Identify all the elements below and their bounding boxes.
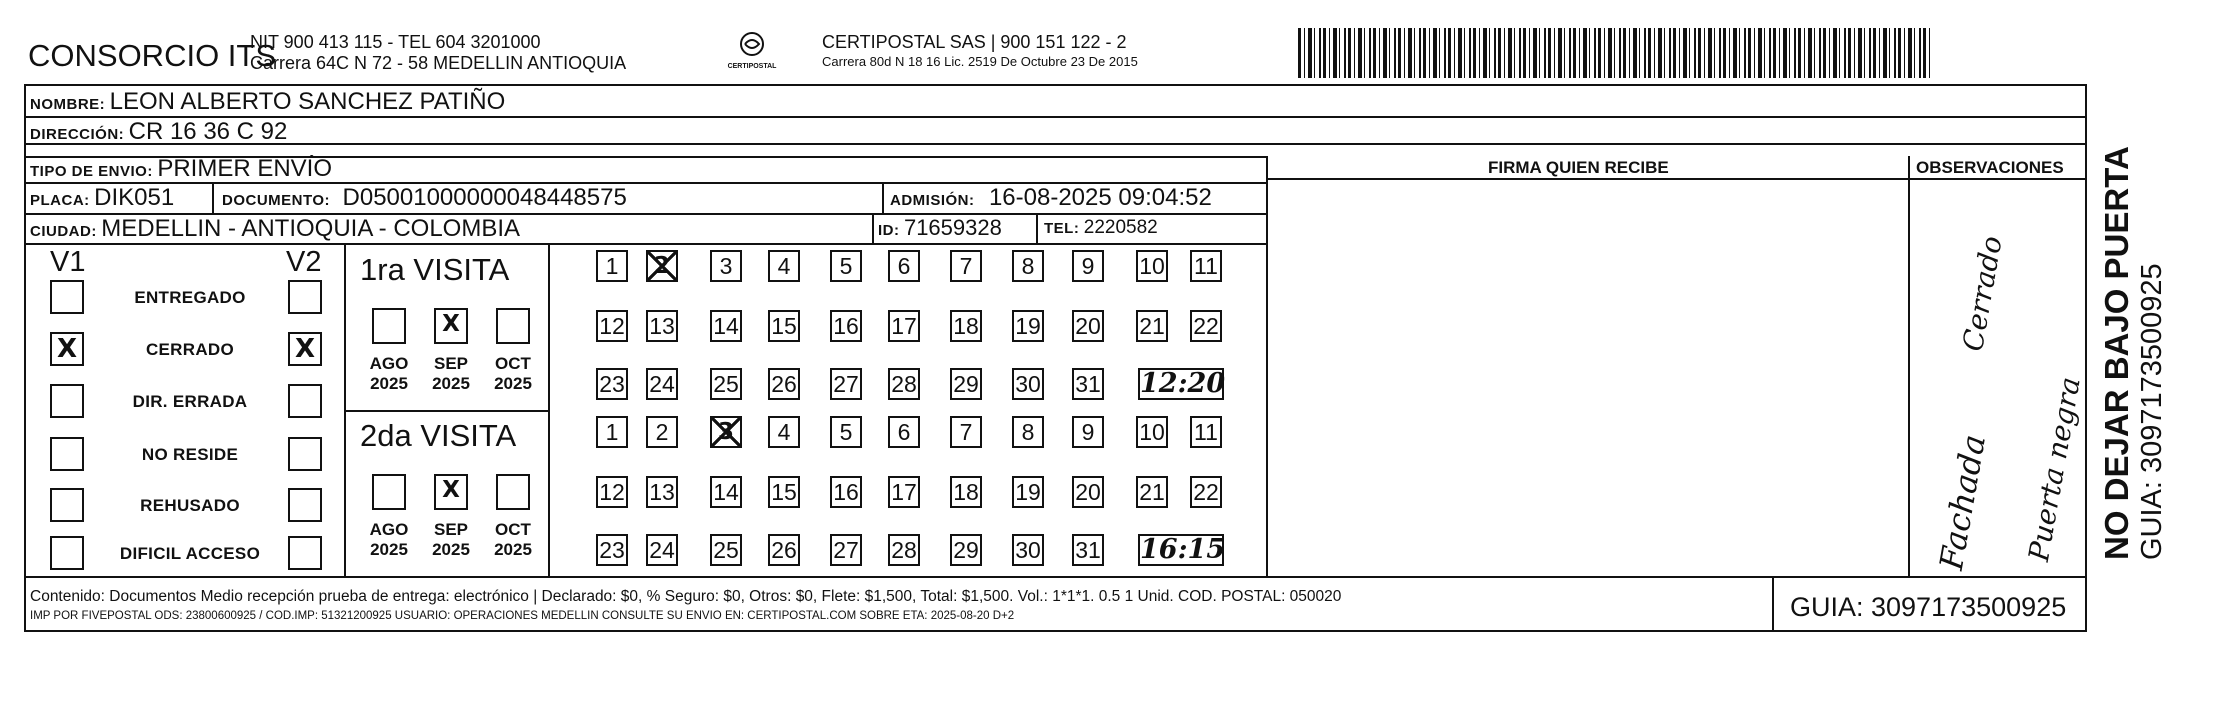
day-box[interactable]: 19 xyxy=(1012,476,1044,508)
tel-row xyxy=(1044,217,1158,239)
day-box[interactable]: 28 xyxy=(888,368,920,400)
documento-row xyxy=(222,184,627,212)
day-box[interactable]: 8 xyxy=(1012,250,1044,282)
direccion-value: CR 16 36 C 92 xyxy=(128,118,288,145)
day-box[interactable]: 12 xyxy=(596,310,628,342)
day-box[interactable]: 3 xyxy=(710,250,742,282)
nombre-label: NOMBRE: xyxy=(30,96,106,113)
company-name: CONSORCIO ITS xyxy=(28,38,277,73)
tel-value: 2220582 xyxy=(1083,217,1158,238)
v1-checkbox[interactable] xyxy=(50,488,84,522)
month-checkbox[interactable]: X xyxy=(434,474,468,510)
side-guia: GUIA: 3097173500925 xyxy=(2136,263,2168,560)
placa-row xyxy=(30,184,174,212)
month-checkbox[interactable] xyxy=(496,474,530,510)
day-box[interactable]: 16 xyxy=(830,476,862,508)
day-box[interactable]: 22 xyxy=(1190,310,1222,342)
day-box[interactable]: 27 xyxy=(830,534,862,566)
tipo-envio-row xyxy=(30,155,332,183)
day-box[interactable]: 18 xyxy=(950,310,982,342)
month-label xyxy=(424,520,478,560)
day-box[interactable]: 27 xyxy=(830,368,862,400)
v2-label: V2 xyxy=(286,246,322,278)
day-box[interactable]: 14 xyxy=(710,310,742,342)
month-name: SEP xyxy=(433,520,469,539)
month-name: OCT xyxy=(495,354,531,373)
month-year: 2025 xyxy=(432,540,470,559)
day-box[interactable]: 31 xyxy=(1072,534,1104,566)
day-box[interactable]: 21 xyxy=(1136,476,1168,508)
day-box[interactable]: 31 xyxy=(1072,368,1104,400)
day-box[interactable]: 13 xyxy=(646,310,678,342)
day-box[interactable]: 18 xyxy=(950,476,982,508)
day-box[interactable]: 7 xyxy=(950,250,982,282)
day-box[interactable]: 5 xyxy=(830,416,862,448)
status-label: CERRADO xyxy=(145,340,235,359)
day-box[interactable]: 17 xyxy=(888,310,920,342)
visit2-title: 2da VISITA xyxy=(360,418,517,453)
observaciones-label: OBSERVACIONES xyxy=(1916,158,2064,177)
v1-checkbox[interactable] xyxy=(50,384,84,418)
documento-label: DOCUMENTO: xyxy=(222,192,331,209)
logo-text: CERTIPOSTAL xyxy=(727,63,777,70)
company-address-line: Carrera 64C N 72 - 58 MEDELLIN ANTIOQUIA xyxy=(250,53,627,73)
day-box[interactable]: 11 xyxy=(1190,250,1222,282)
company-nit-line: NIT 900 413 115 - TEL 604 3201000 xyxy=(250,32,541,52)
main-table xyxy=(24,84,2087,632)
visit1-title: 1ra VISITA xyxy=(360,252,510,287)
guia-number: GUIA: 3097173500925 xyxy=(1790,592,2067,622)
day-box[interactable]: 26 xyxy=(768,534,800,566)
day-box[interactable]: 22 xyxy=(1190,476,1222,508)
month-name: SEP xyxy=(433,354,469,373)
month-label xyxy=(362,354,416,394)
day-box[interactable]: 10 xyxy=(1136,416,1168,448)
status-label: REHUSADO xyxy=(140,496,240,515)
v1-checkbox[interactable] xyxy=(50,536,84,570)
day-box[interactable]: 16 xyxy=(830,310,862,342)
v2-checkbox[interactable] xyxy=(288,437,322,471)
month-label xyxy=(486,520,540,560)
day-box[interactable]: 15 xyxy=(768,310,800,342)
day-box[interactable]: 9 xyxy=(1072,416,1104,448)
ciudad-label: CIUDAD: xyxy=(30,223,97,240)
day-box[interactable]: 30 xyxy=(1012,368,1044,400)
day-box[interactable]: 13 xyxy=(646,476,678,508)
v1-label: V1 xyxy=(50,246,86,278)
month-checkbox[interactable] xyxy=(372,308,406,344)
observaciones-handwriting xyxy=(1912,233,2087,573)
placa-value: DIK051 xyxy=(94,184,175,211)
v2-checkbox[interactable] xyxy=(288,280,322,314)
side-warning: NO DEJAR BAJO PUERTA xyxy=(2098,146,2135,560)
v2-checkbox[interactable] xyxy=(288,384,322,418)
firma-label: FIRMA QUIEN RECIBE xyxy=(1488,158,1669,177)
month-label xyxy=(424,354,478,394)
day-box[interactable]: 3 xyxy=(710,416,742,448)
nombre-row xyxy=(30,88,505,116)
ciudad-value: MEDELLIN - ANTIOQUIA - COLOMBIA xyxy=(101,215,521,242)
day-box[interactable]: 8 xyxy=(1012,416,1044,448)
visit-time: 12:20 xyxy=(1140,368,1226,399)
barcode xyxy=(1298,28,1930,78)
status-label: NO RESIDE xyxy=(141,445,239,464)
day-box[interactable]: 2 xyxy=(646,250,678,282)
ciudad-row xyxy=(30,215,520,243)
v1-checkbox[interactable]: X xyxy=(50,332,84,366)
side-text xyxy=(2098,146,2168,560)
day-box[interactable]: 26 xyxy=(768,368,800,400)
documento-value: D05001000000048448575 xyxy=(342,184,627,211)
admision-label: ADMISIÓN: xyxy=(890,192,975,209)
day-box[interactable]: 20 xyxy=(1072,476,1104,508)
day-box[interactable]: 23 xyxy=(596,368,628,400)
tipo-envio-value: PRIMER ENVÍO xyxy=(157,155,333,182)
tel-label: TEL: xyxy=(1044,220,1080,237)
day-box[interactable]: 29 xyxy=(950,368,982,400)
day-box[interactable]: 19 xyxy=(1012,310,1044,342)
company-info xyxy=(250,32,626,74)
id-label: ID: xyxy=(878,222,900,239)
month-checkbox[interactable] xyxy=(372,474,406,510)
certipostal-nit-line: CERTIPOSTAL SAS | 900 151 122 - 2 xyxy=(822,32,1127,52)
month-year: 2025 xyxy=(432,374,470,393)
day-box[interactable]: 23 xyxy=(596,534,628,566)
admision-row xyxy=(890,184,1212,212)
day-box[interactable]: 17 xyxy=(888,476,920,508)
day-box[interactable]: 7 xyxy=(950,416,982,448)
id-row xyxy=(878,215,1002,241)
day-box[interactable]: 9 xyxy=(1072,250,1104,282)
v2-checkbox[interactable] xyxy=(288,536,322,570)
v1-checkbox[interactable] xyxy=(50,437,84,471)
day-box[interactable]: 2 xyxy=(646,416,678,448)
day-box[interactable]: 4 xyxy=(768,416,800,448)
visit-time: 16:15 xyxy=(1140,534,1226,565)
footer-print-line: IMP POR FIVEPOSTAL ODS: 23800600925 / COD.IMP: 51321200925 USUARIO: OPERACIONES MEDELLIN CONSULTE SU ENVIO EN: CERTIPOSTAL.COM SOBRE ETA: 2025-08-20 D+2 xyxy=(30,610,1015,622)
month-year: 2025 xyxy=(370,540,408,559)
direccion-row xyxy=(30,118,287,146)
handwritten-note: Fachada xyxy=(1932,431,1994,573)
day-box[interactable]: 10 xyxy=(1136,250,1168,282)
day-box[interactable]: 25 xyxy=(710,368,742,400)
day-box[interactable]: 5 xyxy=(830,250,862,282)
day-box[interactable]: 24 xyxy=(646,368,678,400)
v2-checkbox[interactable] xyxy=(288,488,322,522)
month-name: AGO xyxy=(369,520,409,539)
day-box[interactable]: 21 xyxy=(1136,310,1168,342)
status-label: ENTREGADO xyxy=(134,288,246,307)
certipostal-logo xyxy=(724,30,780,70)
month-year: 2025 xyxy=(494,374,532,393)
day-box[interactable]: 12 xyxy=(596,476,628,508)
day-box[interactable]: 30 xyxy=(1012,534,1044,566)
tipo-envio-label: TIPO DE ENVIO: xyxy=(30,163,153,180)
month-label xyxy=(362,520,416,560)
certipostal-info xyxy=(822,32,1138,71)
month-checkbox[interactable]: X xyxy=(434,308,468,344)
admision-value: 16-08-2025 09:04:52 xyxy=(988,184,1212,211)
v2-checkbox[interactable]: X xyxy=(288,332,322,366)
handwritten-note: Puerta negra xyxy=(2022,374,2087,564)
month-year: 2025 xyxy=(494,540,532,559)
footer-content-line: Contenido: Documentos Medio recepción prueba de entrega: electrónico | Declarado: $0, % Seguro: $0, Otros: $0, Flete: $1,500, Total: $1,500. Vol.: 1*1*1. 0.5 1 Unid. COD. POSTAL: 050020 xyxy=(30,588,1342,605)
day-box[interactable]: 24 xyxy=(646,534,678,566)
v1-checkbox[interactable] xyxy=(50,280,84,314)
day-box[interactable]: 11 xyxy=(1190,416,1222,448)
placa-label: PLACA: xyxy=(30,192,90,209)
day-box[interactable]: 6 xyxy=(888,416,920,448)
day-box[interactable]: 15 xyxy=(768,476,800,508)
certipostal-license-line: Carrera 80d N 18 16 Lic. 2519 De Octubre 23 De 2015 xyxy=(822,54,1138,69)
day-box[interactable]: 1 xyxy=(596,416,628,448)
handwritten-note: Cerrado xyxy=(1956,233,2009,354)
month-name: AGO xyxy=(369,354,409,373)
month-label xyxy=(486,354,540,394)
day-box[interactable]: 4 xyxy=(768,250,800,282)
day-box[interactable]: 1 xyxy=(596,250,628,282)
month-checkbox[interactable] xyxy=(496,308,530,344)
day-box[interactable]: 20 xyxy=(1072,310,1104,342)
logo-icon xyxy=(737,30,767,58)
day-box[interactable]: 6 xyxy=(888,250,920,282)
direccion-label: DIRECCIÓN: xyxy=(30,126,125,143)
status-label: DIR. ERRADA xyxy=(132,392,248,411)
day-box[interactable]: 25 xyxy=(710,534,742,566)
month-name: OCT xyxy=(495,520,531,539)
month-year: 2025 xyxy=(370,374,408,393)
day-box[interactable]: 14 xyxy=(710,476,742,508)
id-value: 71659328 xyxy=(903,215,1002,240)
nombre-value: LEON ALBERTO SANCHEZ PATIÑO xyxy=(109,88,506,115)
status-label: DIFICIL ACCESO xyxy=(119,544,261,563)
day-box[interactable]: 29 xyxy=(950,534,982,566)
day-box[interactable]: 28 xyxy=(888,534,920,566)
